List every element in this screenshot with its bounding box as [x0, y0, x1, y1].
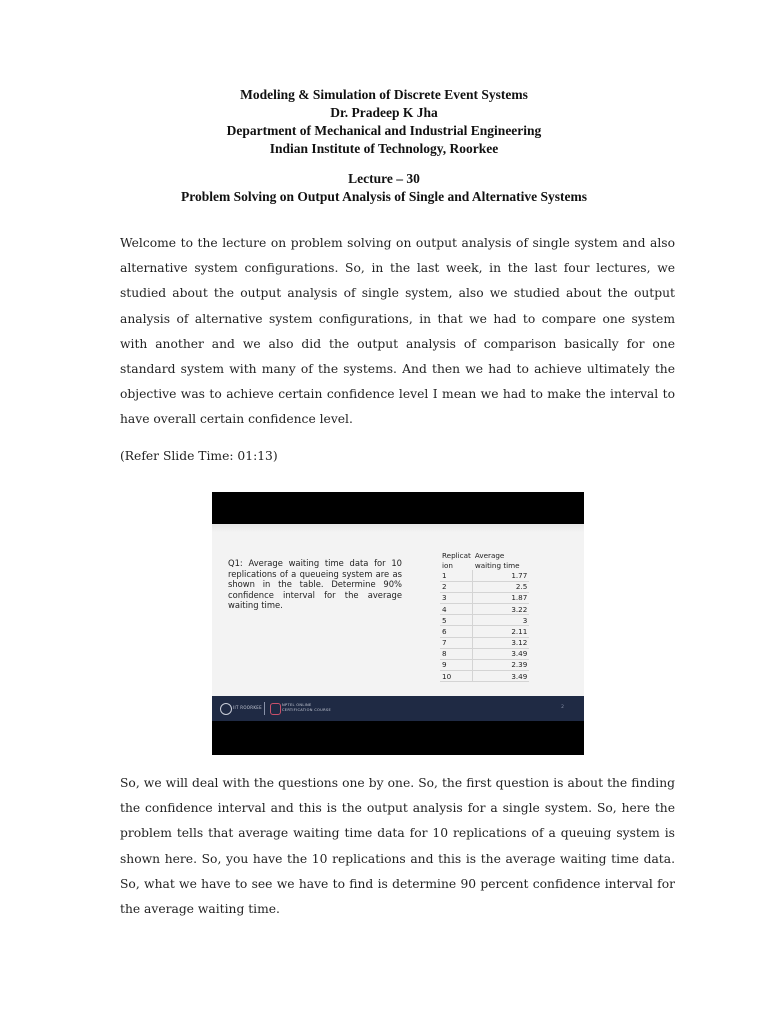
waiting-time-cell: 3.12: [473, 637, 530, 648]
table-row: [440, 581, 529, 592]
table-row: [440, 603, 529, 614]
table-header-cell: ion: [442, 560, 453, 570]
replication-number-cell: 10: [440, 671, 473, 682]
course-title: Modeling & Simulation of Discrete Event Systems: [240, 87, 528, 102]
replication-number-cell: 8: [440, 648, 473, 659]
replication-number-cell: 7: [440, 637, 473, 648]
footer-divider: [264, 702, 265, 715]
replication-number-cell: 1: [440, 570, 473, 581]
replication-number-cell: 5: [440, 615, 473, 626]
waiting-time-cell: 1.87: [473, 592, 530, 603]
waiting-time-cell: 2.5: [473, 581, 530, 592]
lecture-heading: [0, 170, 768, 206]
nptel-logo-icon: [270, 703, 281, 715]
waiting-time-table: [440, 550, 529, 682]
explanation-paragraph: So, we will deal with the questions one by one. So, the first question is about the finding the confidence interval and this is the output analysis for a single system. So, here the problem tells that average waiting time data for 10 replications of a queuing system is shown here. So, you have the 10 replications and this is the average waiting time data. So, what we have to see we have to find is determine 90 percent confidence interval for the average waiting time.: [120, 776, 675, 917]
table-header-row: [440, 560, 529, 570]
table-row: [440, 592, 529, 603]
lecture-slide-image: [212, 492, 584, 755]
intro-paragraph: Welcome to the lecture on problem solving on output analysis of single system and also alternative system configurations. So, in the last week, in the last four lectures, we studied about the output analysis of single system, also we studied about the output analysis of alternative system configurations, in that we had to compare one system with another and we also did the output analysis of comparison basically for one standard system with many of the systems. And then we had to achieve ultimately the objective was to achieve certain confidence level I mean we had to make the interval to have overall certain confidence level.: [120, 236, 675, 427]
waiting-time-cell: 3: [473, 615, 530, 626]
table-header-cell: Average: [474, 550, 505, 560]
replication-number-cell: 2: [440, 581, 473, 592]
iit-roorkee-logo-icon: [220, 703, 232, 715]
waiting-time-cell: 3.22: [473, 603, 530, 614]
lecture-number: Lecture – 30: [348, 171, 420, 186]
slide-footer-bar: [212, 696, 584, 721]
waiting-time-cell: 1.77: [473, 570, 530, 581]
waiting-time-cell: 3.49: [473, 671, 530, 682]
table-header-cell: Replicat: [442, 550, 471, 560]
slide-question-text: Q1: Average waiting time data for 10 replications of a queueing system are as shown in the table. Determine 90% confidence interval for the average waiting time.: [228, 558, 402, 611]
iit-roorkee-logo-text: IIT ROORKEE: [233, 705, 262, 710]
table-header-row: [440, 550, 529, 560]
lecture-title: Problem Solving on Output Analysis of Single and Alternative Systems: [181, 189, 587, 204]
table-row: [440, 671, 529, 682]
table-header-cell: waiting time: [474, 560, 520, 570]
slide-content: [212, 524, 584, 696]
slide-time-reference: (Refer Slide Time: 01:13): [120, 449, 278, 463]
replication-number-cell: 4: [440, 603, 473, 614]
waiting-time-cell: 2.11: [473, 626, 530, 637]
table-row: [440, 659, 529, 670]
table-row: [440, 626, 529, 637]
table-row: [440, 615, 529, 626]
institute-name: Indian Institute of Technology, Roorkee: [269, 141, 499, 156]
department-name: Department of Mechanical and Industrial Engineering: [226, 123, 542, 138]
table-row: [440, 570, 529, 581]
nptel-logo-text: NPTEL ONLINE CERTIFICATION COURSE: [282, 703, 332, 712]
table-row: [440, 648, 529, 659]
replication-number-cell: 9: [440, 659, 473, 670]
waiting-time-cell: 3.49: [473, 648, 530, 659]
replication-number-cell: 3: [440, 592, 473, 603]
document-header: [0, 86, 768, 158]
replication-number-cell: 6: [440, 626, 473, 637]
slide-page-number: 2: [561, 705, 564, 710]
waiting-time-cell: 2.39: [473, 659, 530, 670]
instructor-name: Dr. Pradeep K Jha: [330, 105, 438, 120]
table-row: [440, 637, 529, 648]
